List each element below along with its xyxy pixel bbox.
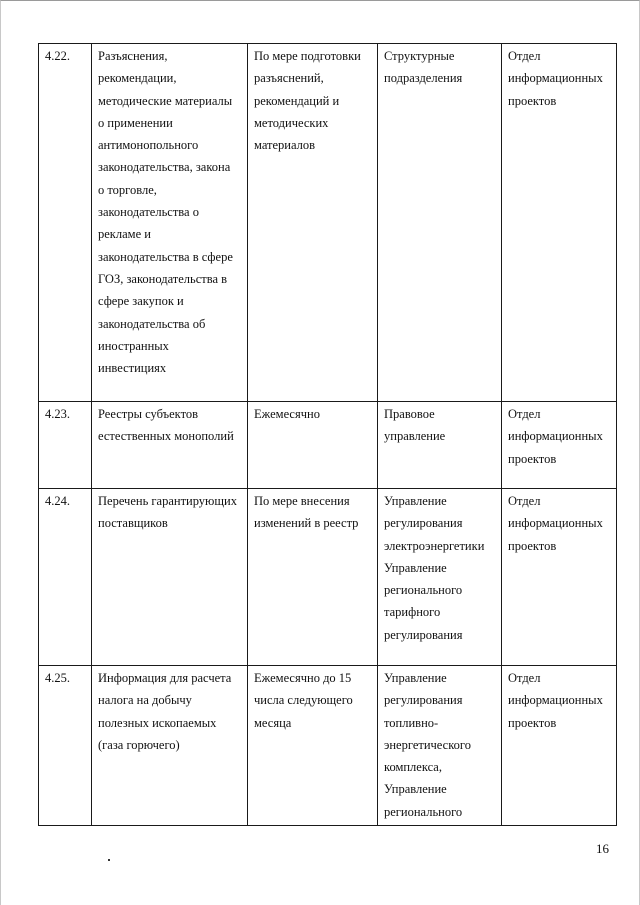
- table-row: [39, 402, 617, 489]
- item-name-cell: [92, 666, 248, 826]
- item-source: Структурные подразделения: [384, 49, 463, 86]
- item-name: Реестры субъектов естественных монополий: [98, 407, 234, 444]
- item-period: Ежемесячно: [254, 407, 320, 421]
- item-source-cell: [378, 666, 502, 826]
- item-source: Управление регулирования электроэнергетики Управление регионального тарифного регулирования: [384, 494, 485, 642]
- item-responsible: Отдел информационных проектов: [508, 671, 603, 730]
- item-name-cell: [92, 44, 248, 402]
- item-period-cell: [248, 44, 378, 402]
- item-period-cell: [248, 666, 378, 826]
- item-number-cell: [39, 489, 92, 666]
- item-responsible-cell: [502, 44, 617, 402]
- item-number: 4.23.: [45, 407, 70, 421]
- item-number-cell: [39, 44, 92, 402]
- item-responsible-cell: [502, 402, 617, 489]
- item-name: Информация для расчета налога на добычу полезных ископаемых (газа горючего): [98, 671, 232, 752]
- item-responsible: Отдел информационных проектов: [508, 49, 603, 108]
- plan-table: [38, 43, 617, 826]
- item-period-cell: [248, 489, 378, 666]
- item-source-cell: [378, 44, 502, 402]
- item-period-cell: [248, 402, 378, 489]
- item-source-cell: [378, 489, 502, 666]
- item-name: Перечень гарантирующих поставщиков: [98, 494, 237, 531]
- item-period: По мере внесения изменений в реестр: [254, 494, 359, 531]
- item-responsible-cell: [502, 489, 617, 666]
- item-source: Управление регулирования топливно- энергетического комплекса, Управление регионального: [384, 671, 471, 819]
- item-responsible: Отдел информационных проектов: [508, 494, 603, 553]
- item-source-cell: [378, 402, 502, 489]
- scan-speck: [108, 859, 110, 861]
- table-row: [39, 44, 617, 402]
- table-row: [39, 666, 617, 826]
- item-number: 4.22.: [45, 49, 70, 63]
- page-number: 16: [596, 841, 609, 856]
- item-source: Правовое управление: [384, 407, 446, 444]
- item-number-cell: [39, 402, 92, 489]
- table-row: [39, 489, 617, 666]
- item-name: Разъяснения, рекомендации, методические материалы о применении антимонопольного законодательства, закона о торговле, законодательства о рекламе и законодательства в сфере ГОЗ, законодательства в сфере закупок и законодательства об иностранных инвестициях: [98, 49, 233, 376]
- item-number-cell: [39, 666, 92, 826]
- item-period: Ежемесячно до 15 числа следующего месяца: [254, 671, 353, 730]
- item-number: 4.24.: [45, 494, 70, 508]
- item-period: По мере подготовки разъяснений, рекомендаций и методических материалов: [254, 49, 361, 153]
- item-name-cell: [92, 489, 248, 666]
- item-name-cell: [92, 402, 248, 489]
- item-responsible: Отдел информационных проектов: [508, 407, 603, 466]
- item-responsible-cell: [502, 666, 617, 826]
- item-number: 4.25.: [45, 671, 70, 685]
